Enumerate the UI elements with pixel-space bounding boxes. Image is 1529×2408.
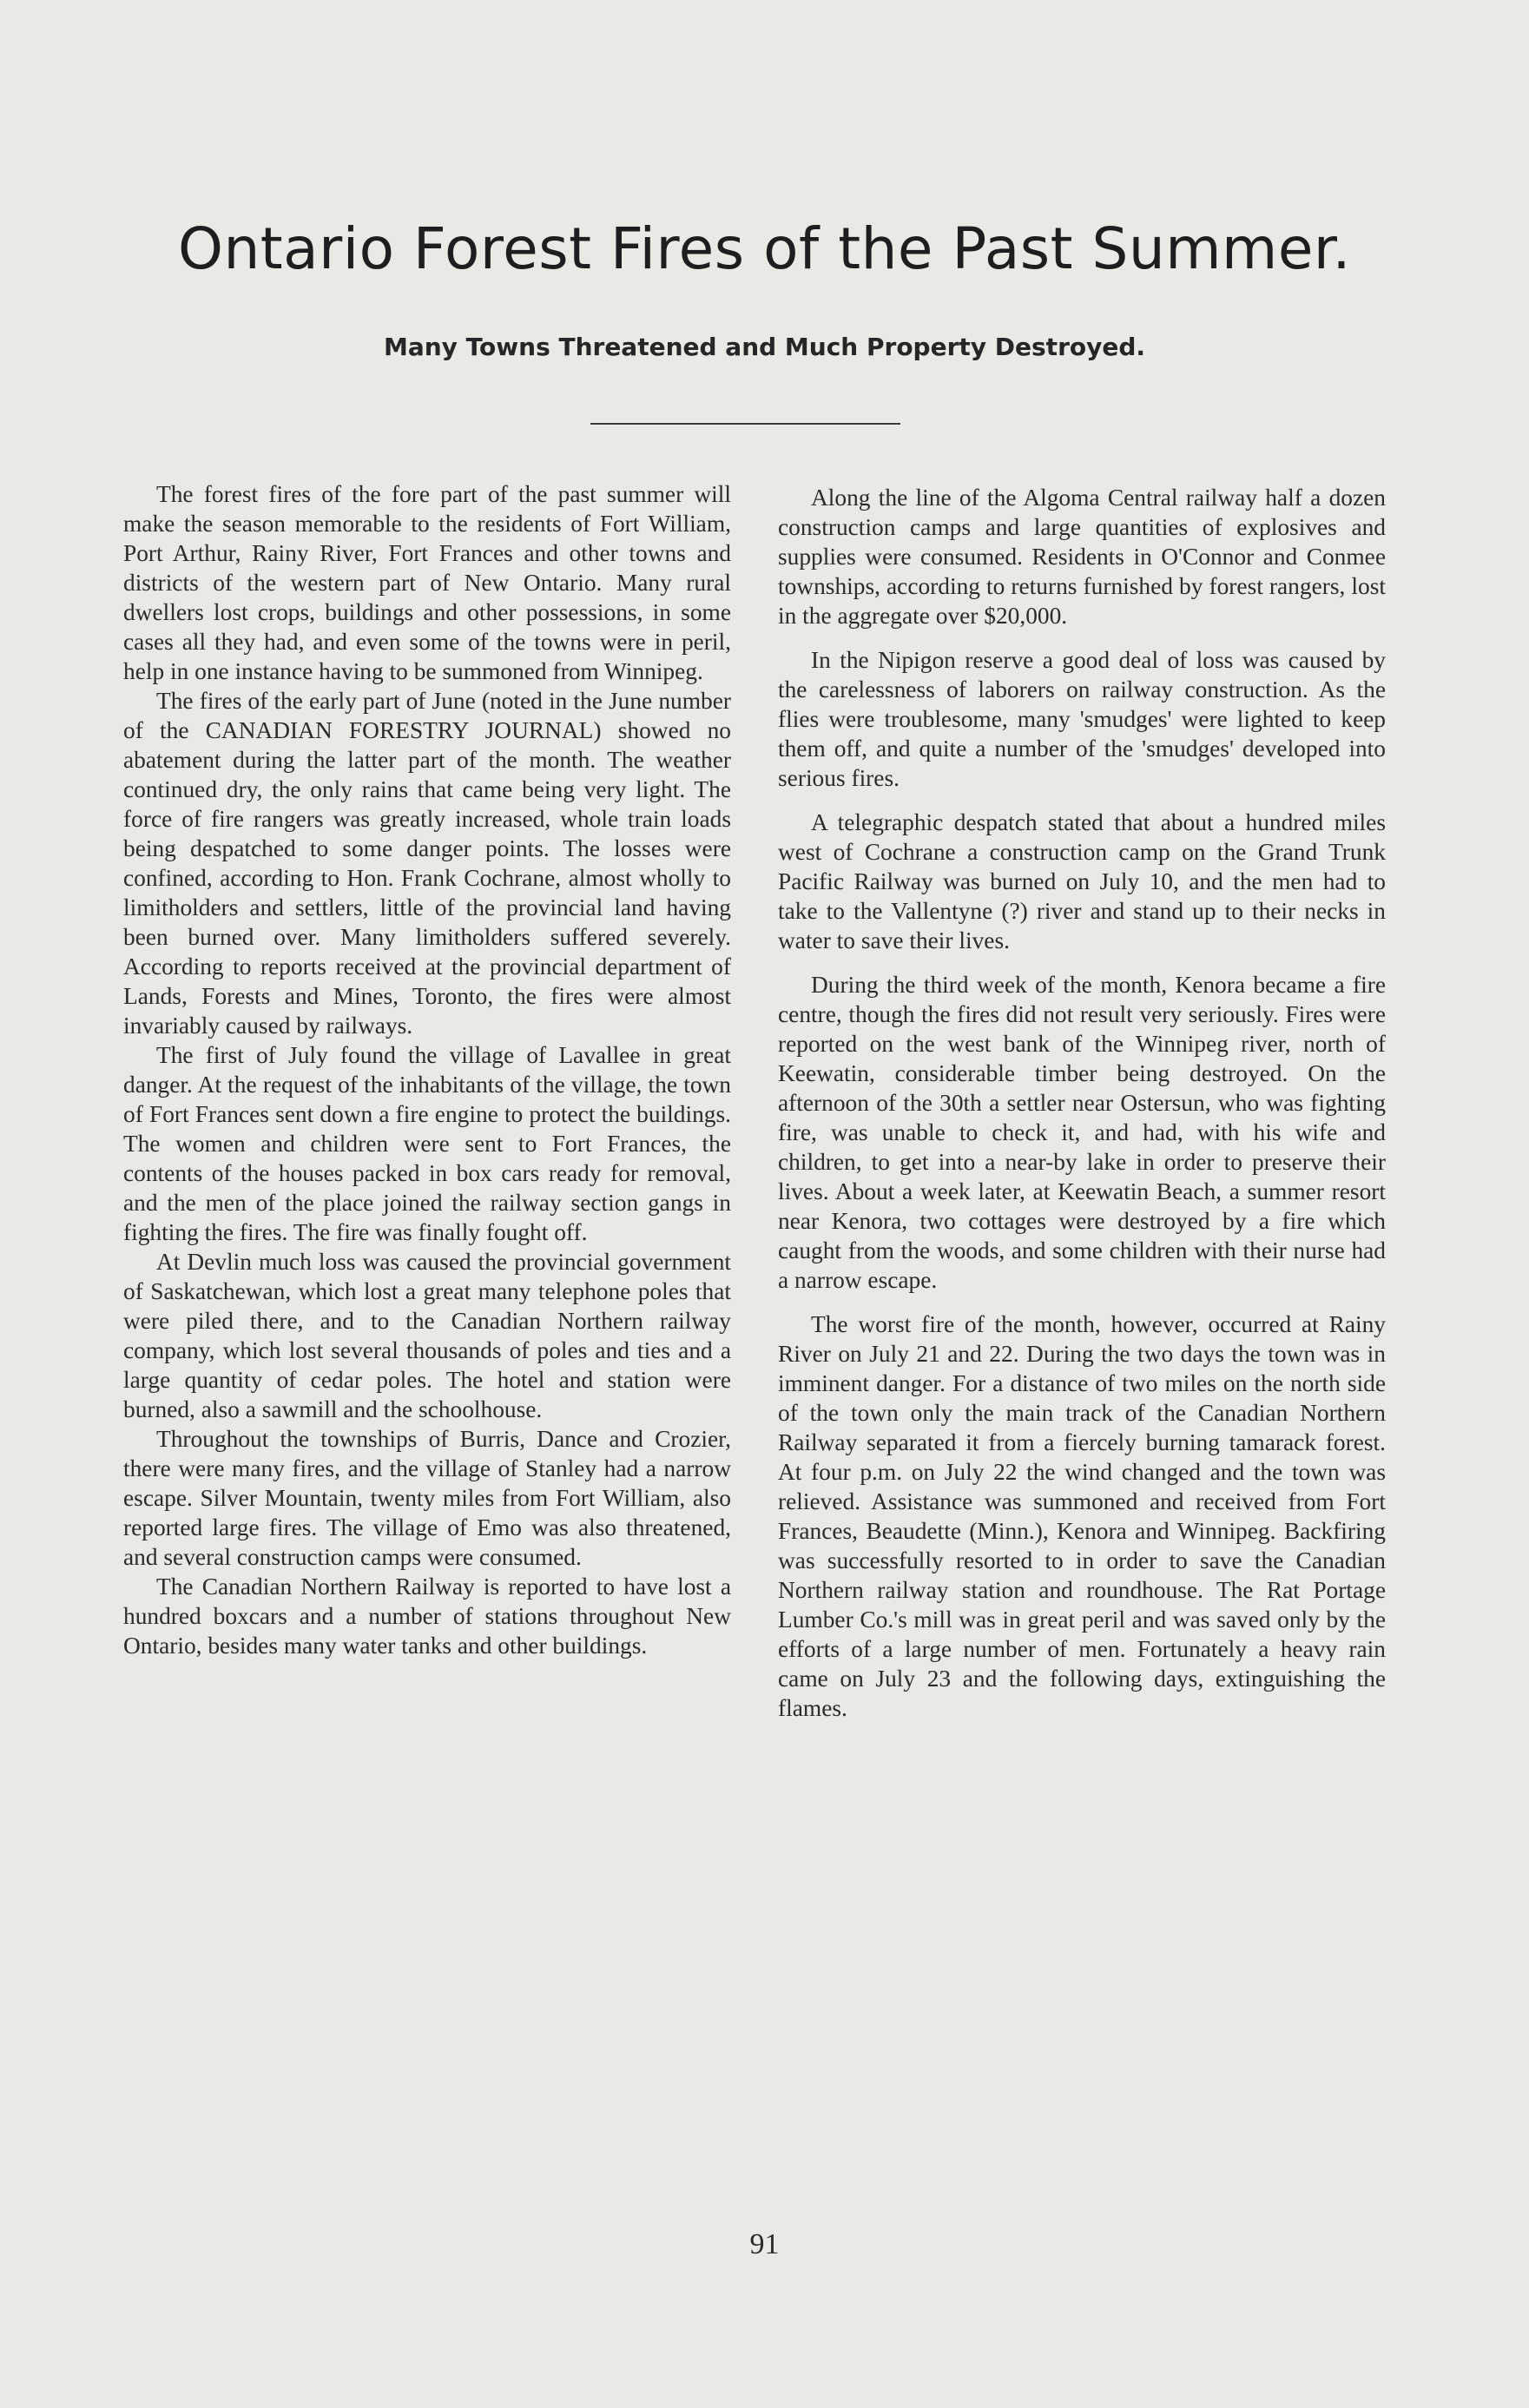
- paragraph: The forest fires of the fore part of the past summer will make the season memorable to the residents of Fort William, Port Arthur, Rainy River, Fort Frances and other towns and districts of the western part of New Ontario. Many rural dwellers lost crops, buildings and other possessions, in some cases all they had, and even some of the towns were in peril, help in one instance having to be summoned from Winnipeg.: [123, 481, 731, 684]
- paragraph: During the third week of the month, Kenora became a fire centre, though the fires did not result very seriously. Fires were reported on the west bank of the Winnipeg river, north of Keewatin, considerable timber being destroyed. On the afternoon of the 30th a settler near Ostersun, who was fighting fire, was unable to check it, and had, with his wife and children, to get into a near-by lake in order to preserve their lives. About a week later, at Keewatin Beach, a summer resort near Kenora, two cottages were destroyed by a fire which caught from the woods, and some children with their nurse had a narrow escape.: [778, 972, 1386, 1293]
- paragraph: The fires of the early part of June (noted in the June number of the CANADIAN FORESTRY JOURNAL) showed no abatement during the latter part of the month. The weather continued dry, the only rains that came being very light. The force of fire rangers was greatly increased, whole train loads being despatched to some danger points. The losses were confined, according to Hon. Frank Cochrane, almost wholly to limitholders and settlers, little of the provincial land having been burned over. Many limitholders suffered severely. According to reports received at the provincial department of Lands, Forests and Mines, Toronto, the fires were almost invariably caused by railways.: [123, 688, 731, 1039]
- title-divider: [590, 423, 900, 425]
- left-column: [123, 479, 731, 1660]
- paragraph: Throughout the townships of Burris, Dance and Crozier, there were many fires, and the village of Stanley had a narrow escape. Silver Mountain, twenty miles from Fort William, also reported large fires. The village of Emo was also threatened, and several construction camps were consumed.: [123, 1426, 731, 1570]
- paragraph: The Canadian Northern Railway is reported to have lost a hundred boxcars and a number of stations throughout New Ontario, besides many water tanks and other buildings.: [123, 1573, 731, 1659]
- paragraph: At Devlin much loss was caused the provincial government of Saskatchewan, which lost a great many telephone poles that were piled there, and to the Canadian Northern railway company, which lost several thousands of poles and ties and a large quantity of cedar poles. The hotel and station were burned, also a sawmill and the schoolhouse.: [123, 1249, 731, 1422]
- paragraph: The first of July found the village of Lavallee in great danger. At the request of the inhabitants of the village, the town of Fort Frances sent down a fire engine to protect the buildings. The women and children were sent to Fort Frances, the contents of the houses packed in box cars ready for removal, and the men of the place joined the railway section gangs in fighting the fires. The fire was finally fought off.: [123, 1042, 731, 1245]
- page-number: 91: [749, 2228, 780, 2260]
- paragraph: The worst fire of the month, however, occurred at Rainy River on July 21 and 22. During the two days the town was in imminent danger. For a distance of two miles on the north side of the town only the main track of the Canadian Northern Railway separated it from a fiercely burning tamarack forest. At four p.m. on July 22 the wind changed and the town was relieved. Assistance was summoned and received from Fort Frances, Beaudette (Minn.), Kenora and Winnipeg. Backfiring was successfully resorted to in order to save the Canadian Northern railway station and roundhouse. The Rat Portage Lumber Co.'s mill was in great peril and was saved only by the efforts of a large number of men. Fortunately a heavy rain came on July 23 and the following days, extinguishing the flames.: [778, 1311, 1386, 1721]
- article-title: Ontario Forest Fires of the Past Summer.: [178, 215, 1351, 282]
- right-column: [778, 483, 1386, 1738]
- paragraph: In the Nipigon reserve a good deal of loss was caused by the carelessness of laborers on railway construction. As the flies were troublesome, many 'smudges' were lighted to keep them off, and quite a number of the 'smudges' developed into serious fires.: [778, 647, 1386, 791]
- paragraph: Along the line of the Algoma Central railway half a dozen construction camps and large quantities of explosives and supplies were consumed. Residents in O'Connor and Conmee townships, according to returns furnished by forest rangers, lost in the aggregate over $20,000.: [778, 485, 1386, 629]
- paragraph: A telegraphic despatch stated that about a hundred miles west of Cochrane a construction camp on the Grand Trunk Pacific Railway was burned on July 10, and the men had to take to the Vallentyne (?) river and stand up to their necks in water to save their lives.: [778, 809, 1386, 953]
- article-subtitle: Many Towns Threatened and Much Property Destroyed.: [383, 333, 1146, 361]
